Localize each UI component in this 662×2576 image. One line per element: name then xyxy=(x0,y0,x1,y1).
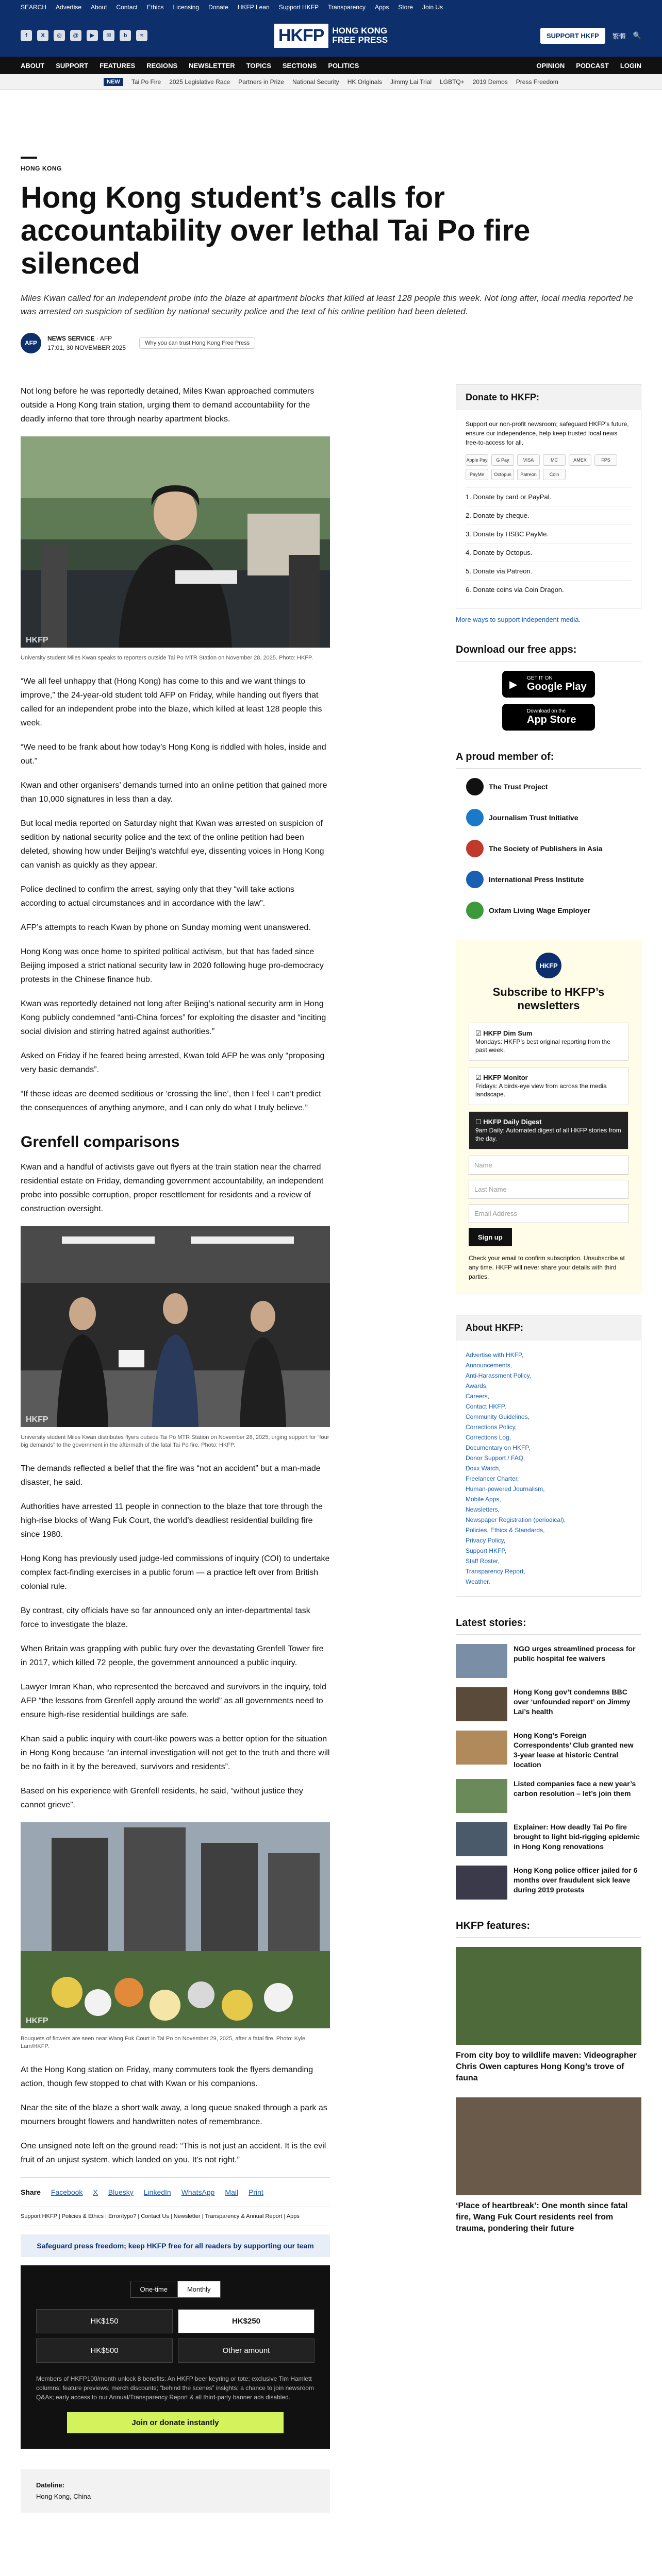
about-box xyxy=(456,1315,641,1597)
paragraph: Hong Kong has previously used judge-led commissions of inquiry (COI) to undertake complex fact-finding exercises in a public forum — a practice left over from British colonial rule. xyxy=(21,1554,330,1591)
latest-story[interactable]: Explainer: How deadly Tai Po fire brought to light bid-rigging epidemic in Hong Kong renovations xyxy=(456,1822,641,1856)
latest-story[interactable]: NGO urges streamlined process for public hospital fee waivers xyxy=(456,1644,641,1678)
share-mail[interactable]: Mail xyxy=(225,2188,238,2196)
member-title: A proud member of: xyxy=(456,751,641,769)
octopus-icon: Octopus xyxy=(491,469,514,480)
paragraph: Lawyer Imran Khan, who represented the bereaved and survivors in the inquiry, told AFP “the lessons from Grenfell apply around the world” as all governments need to ensure high-rise residential buildings are safe. xyxy=(21,1683,326,1719)
about-link[interactable]: Policies, Ethics & Standards, xyxy=(466,1527,545,1534)
about-link[interactable]: Corrections Log, xyxy=(466,1434,511,1441)
about-link[interactable]: Newsletters, xyxy=(466,1506,500,1513)
about-link[interactable]: Transparency Report, xyxy=(466,1568,525,1575)
about-link[interactable]: Community Guidelines, xyxy=(466,1413,530,1420)
donate-widget xyxy=(21,2265,330,2449)
newsletter-option[interactable]: ☑ HKFP Monitor Fridays: A birds-eye view from across the media landscape. xyxy=(469,1067,628,1105)
ipi-icon xyxy=(466,871,484,888)
photo-caption: Bouquets of flowers are seen near Wang Fuk Court in Tai Po on November 29, 2025, after a fatal fire. Photo: Kyle Lam/HKFP. xyxy=(21,2036,306,2049)
app-store-badge[interactable]: Download on the App Store xyxy=(502,704,595,731)
email-field[interactable]: Email Address xyxy=(469,1204,628,1223)
paragraph: The demands reflected a belief that the fire was “not an accident” but a man-made disaster, he said. xyxy=(21,1464,321,1487)
x-icon[interactable]: X xyxy=(37,30,48,41)
paragraph: AFP’s attempts to reach Kwan by phone on Sunday morning went unanswered. xyxy=(21,923,311,932)
about-title: About HKFP: xyxy=(456,1315,641,1341)
kicker-rule xyxy=(21,157,37,159)
trending-link[interactable]: Partners in Prize xyxy=(238,78,284,86)
nav-opinion[interactable]: OPINION xyxy=(536,61,565,70)
topbar-link[interactable]: Apps xyxy=(374,4,389,11)
language-switch[interactable]: 繁體 xyxy=(612,32,626,40)
paragraph: “If these ideas are deemed seditious or ‘crossing the line’, then I feel I can’t predict the consequences of anything anymore, and I can only do what I truly believe.” xyxy=(21,1090,321,1112)
topbar-link[interactable]: Contact xyxy=(116,4,138,11)
topbar-link[interactable]: Donate xyxy=(208,4,228,11)
about-link[interactable]: Careers, xyxy=(466,1393,490,1400)
nav-sections[interactable]: SECTIONS xyxy=(282,61,317,70)
paragraph: At the Hong Kong station on Friday, many commuters took the flyers demanding action, though few stopped to chat with Kwan or his companions. xyxy=(21,2065,313,2088)
photo-student-reporters xyxy=(21,436,330,648)
author-name[interactable]: NEWS SERVICE xyxy=(47,335,95,342)
topbar-link[interactable]: Transparency xyxy=(328,4,366,11)
article-photo xyxy=(21,1226,330,1430)
about-link[interactable]: Corrections Policy, xyxy=(466,1423,517,1431)
dateline-label: Dateline: xyxy=(36,2481,64,2489)
site-logo[interactable] xyxy=(274,24,388,48)
about-link[interactable]: Freelancer Charter, xyxy=(466,1475,519,1482)
apple-icon xyxy=(509,711,522,723)
trending-link[interactable]: Tai Po Fire xyxy=(131,78,161,86)
trending-link[interactable]: 2025 Legislative Race xyxy=(169,78,230,86)
apps-title: Download our free apps: xyxy=(456,644,641,662)
about-link[interactable]: Privacy Policy, xyxy=(466,1537,506,1544)
amount-other[interactable]: Other amount xyxy=(178,2338,315,2363)
member-logo[interactable]: The Society of Publishers in Asia xyxy=(466,840,641,857)
nav-features[interactable]: FEATURES xyxy=(100,61,136,70)
share-whatsapp[interactable]: WhatsApp xyxy=(181,2188,215,2196)
member-logo[interactable]: The Trust Project xyxy=(466,778,641,795)
nav-login[interactable]: LOGIN xyxy=(620,61,641,70)
topbar-link[interactable]: Support HKFP xyxy=(278,4,319,11)
sidebar xyxy=(456,384,641,2513)
donate-text[interactable]: Support our non-profit newsroom; safeguard HKFP’s future, ensure our independence, help keep trusted local news free-to-access for all. xyxy=(466,420,629,446)
trust-project-icon xyxy=(466,778,484,795)
paragraph: One unsigned note left on the ground read: “This is not just an accident. It is the evil fruit of an unjust system, which landed on you. It’s not right.” xyxy=(21,2142,326,2164)
donate-box xyxy=(456,384,641,608)
latest-story[interactable]: Hong Kong gov’t condemns BBC over ‘unfounded report’ on Jimmy Lai’s health xyxy=(456,1687,641,1721)
coin-icon: Coin xyxy=(543,469,566,480)
latest-story[interactable]: Hong Kong police officer jailed for 6 months over fraudulent sick leave during 2019 protests xyxy=(456,1866,641,1900)
visa-icon: VISA xyxy=(517,454,540,466)
logo-mark: HKFP xyxy=(274,24,328,48)
amount-option[interactable]: HK$500 xyxy=(36,2338,173,2363)
member-logo[interactable]: Journalism Trust Initiative xyxy=(466,809,641,826)
payment-logos xyxy=(466,454,632,480)
latest-title: Latest stories: xyxy=(456,1617,641,1635)
article-header xyxy=(21,90,641,353)
top-utility-bar xyxy=(0,0,662,14)
trending-link[interactable]: Jimmy Lai Trial xyxy=(390,78,432,86)
feature-story[interactable]: From city boy to wildlife maven: Videographer Chris Owen captures Hong Kong’s trove of fauna xyxy=(456,1947,641,2084)
jti-icon xyxy=(466,809,484,826)
topbar-link[interactable]: Licensing xyxy=(173,4,200,11)
newsletter-box xyxy=(456,940,641,1294)
paragraph: Based on his experience with Grenfell residents, he said, “without justice they cannot grieve”. xyxy=(21,1787,303,1809)
share-label: Share xyxy=(21,2188,41,2196)
paragraph: But local media reported on Saturday night that Kwan was arrested on suspicion of sedition by national security police and the text of the online petition had been deleted, showing how under Beijing’s watchful eye, dissenting voices in Hong Kong can vanish as quickly as they appear. xyxy=(21,819,324,870)
paragraph: Kwan was reportedly detained not long after Beijing’s national security arm in Hong Kong publicly condemned “anti-China forces” for exploiting the disaster and “inciting social division and stirring hatred against authorities.” xyxy=(21,999,326,1036)
fps-icon: FPS xyxy=(594,454,617,466)
google-pay-icon: G Pay xyxy=(491,454,514,466)
paragraph: Police declined to confirm the arrest, saying only that they “will take actions according to actual circumstances and in accordance with the law”. xyxy=(21,885,294,908)
nav-topics[interactable]: TOPICS xyxy=(246,61,271,70)
paragraph: Kwan and other organisers’ demands turned into an online petition that gained more than 10,000 signatures in less than a day. xyxy=(21,781,327,804)
nav-support[interactable]: SUPPORT xyxy=(56,61,89,70)
donate-option[interactable]: 1. Donate by card or PayPal. xyxy=(466,487,632,506)
logo-text: HONG KONG FREE PRESS xyxy=(332,26,388,45)
donate-option[interactable]: 5. Donate via Patreon. xyxy=(466,562,632,580)
share-bluesky[interactable]: Bluesky xyxy=(108,2188,134,2196)
paragraph: Asked on Friday if he feared being arrested, Kwan told AFP he was only “proposing very basic demands”. xyxy=(21,1052,325,1074)
facebook-icon[interactable]: f xyxy=(21,30,32,41)
share-print[interactable]: Print xyxy=(248,2188,263,2196)
features-title: HKFP features: xyxy=(456,1920,641,1938)
amex-icon: AMEX xyxy=(569,454,591,466)
support-button[interactable]: SUPPORT HKFP xyxy=(540,28,605,44)
trending-bar xyxy=(0,74,662,90)
payme-icon: PayMe xyxy=(466,469,488,480)
article-subtitle: Miles Kwan called for an independent probe into the blaze at apartment blocks that killed at least 128 people this week. Not long after, local media reported he was arrested on suspicion of sedition by national security police and the text of his online petition had been deleted. xyxy=(21,293,633,316)
article-footer-links[interactable]: Support HKFP | Policies & Ethics | Error/typo? | Contact Us | Newsletter | Transparency & Annual Report | Apps xyxy=(21,2207,330,2226)
about-link[interactable]: Awards, xyxy=(466,1382,488,1389)
monthly-toggle[interactable]: Monthly xyxy=(177,2281,221,2298)
amount-option-selected[interactable]: HK$250 xyxy=(178,2309,315,2333)
signup-button[interactable]: Sign up xyxy=(469,1228,512,1246)
paragraph: “We all feel unhappy that (Hong Kong) has come to this and we want things to improve,” the 24-year-old student told AFP on Friday, while handing out flyers that called for an independent probe into the blaze, which killed at least 128 people this week. xyxy=(21,677,322,727)
newsletter-logo: HKFP xyxy=(536,953,561,978)
photo-caption: University student Miles Kwan distributes flyers outside Tai Po MTR Station on November 28, 2025, urging support for “four big demands” to the government in the aftermath of the fatal Tai Po fire. Photo: HKFP. xyxy=(21,1434,329,1448)
topbar-link[interactable]: Store xyxy=(398,4,413,11)
trust-google-pill[interactable]: Why you can trust Hong Kong Free Press xyxy=(139,337,255,349)
about-link[interactable]: Documentary on HKFP, xyxy=(466,1444,531,1451)
dateline xyxy=(21,2469,330,2513)
about-link[interactable]: Weather. xyxy=(466,1578,490,1585)
last-name-field[interactable]: Last Name xyxy=(469,1180,628,1199)
nav-about[interactable]: ABOUT xyxy=(21,61,45,70)
article-body xyxy=(21,384,330,2513)
mastercard-icon: MC xyxy=(543,454,566,466)
youtube-icon[interactable]: ▶ xyxy=(87,30,98,41)
paragraph: “We need to be frank about how today’s Hong Kong is riddled with holes, inside and out.” xyxy=(21,743,326,766)
social-links xyxy=(21,30,147,41)
patreon-icon: Patreon xyxy=(517,469,540,480)
about-link[interactable]: Staff Roster, xyxy=(466,1557,500,1565)
trending-link[interactable]: Press Freedom xyxy=(516,78,558,86)
article-photo xyxy=(21,436,330,650)
author-avatar[interactable]: AFP xyxy=(21,333,41,353)
instagram-icon[interactable]: ◎ xyxy=(54,30,65,41)
latest-story[interactable]: Hong Kong’s Foreign Correspondents’ Club granted new 3-year lease at historic Central location xyxy=(456,1731,641,1770)
photo-caption: University student Miles Kwan speaks to reporters outside Tai Po MTR Station on November 28, 2025. Photo: HKFP. xyxy=(21,655,313,661)
main-nav xyxy=(0,57,662,74)
donate-strip[interactable]: Safeguard press freedom; keep HKFP free for all readers by supporting our team xyxy=(21,2234,330,2257)
member-logo[interactable]: International Press Institute xyxy=(466,871,641,888)
share-facebook[interactable]: Facebook xyxy=(51,2188,83,2196)
topbar-search[interactable]: SEARCH xyxy=(21,4,47,11)
rss-icon[interactable]: ≈ xyxy=(136,30,147,41)
donate-option[interactable]: 6. Donate coins via Coin Dragon. xyxy=(466,580,632,599)
about-link[interactable]: Contact HKFP, xyxy=(466,1403,506,1410)
dateline-value: Hong Kong, China xyxy=(36,2493,91,2500)
donate-title: Donate to HKFP: xyxy=(456,385,641,410)
join-donate-button[interactable]: Join or donate instantly xyxy=(67,2412,284,2433)
apple-pay-icon: Apple Pay xyxy=(466,454,488,466)
paragraph: Not long before he was reportedly detained, Miles Kwan approached commuters outside a Hong Kong train station, urging them to demand accountability for the deadly inferno that tore through nearby apartment blocks. xyxy=(21,387,315,423)
brand-header xyxy=(0,14,662,57)
nav-regions[interactable]: REGIONS xyxy=(146,61,178,70)
search-icon[interactable]: 🔍 xyxy=(633,31,641,39)
newsletter-option[interactable]: ☑ HKFP Dim Sum Mondays: HKFP’s best original reporting from the past week. xyxy=(469,1023,628,1061)
member-logo[interactable]: Oxfam Living Wage Employer xyxy=(466,902,641,919)
about-link[interactable]: Newspaper Registration (periodical), xyxy=(466,1516,566,1523)
share-linkedin[interactable]: LinkedIn xyxy=(143,2188,171,2196)
topbar-link[interactable]: Ethics xyxy=(146,4,164,11)
share-bar xyxy=(21,2177,330,2207)
topbar-link[interactable]: Join Us xyxy=(422,4,443,11)
new-badge: NEW xyxy=(104,78,123,86)
trending-link[interactable]: 2019 Demos xyxy=(472,78,508,86)
about-link[interactable]: Mobile Apps, xyxy=(466,1496,501,1503)
about-link[interactable]: Advertise with HKFP, xyxy=(466,1351,523,1359)
google-play-badge[interactable]: ▶ GET IT ON Google Play xyxy=(502,671,595,698)
donate-option[interactable]: 4. Donate by Octopus. xyxy=(466,543,632,562)
latest-story[interactable]: Listed companies face a new year’s carbon resolution – let’s join them xyxy=(456,1779,641,1813)
paragraph: Kwan and a handful of activists gave out flyers at the train station near the charred residential estate on Friday, demanding government accountability, an independent probe into possible corruption, proper resettlement for residents and a review of construction oversight. xyxy=(21,1163,324,1213)
newsletter-option[interactable]: ☐ HKFP Daily Digest 9am Daily: Automated digest of all HKFP stories from the day. xyxy=(469,1111,628,1149)
newsletter-note: Check your email to confirm subscription. Unsubscribe at any time. HKFP will never share your details with third parties. xyxy=(469,1255,625,1280)
newsletter-title: Subscribe to HKFP’s newsletters xyxy=(492,986,605,1012)
photo-watermark: HKFP xyxy=(26,636,48,645)
photo-watermark: HKFP xyxy=(26,2016,48,2025)
name-field[interactable]: Name xyxy=(469,1156,628,1175)
nav-podcast[interactable]: PODCAST xyxy=(576,61,609,70)
trending-link[interactable]: LGBTQ+ xyxy=(440,78,465,86)
photo-flyers-station xyxy=(21,1226,330,1427)
amount-option[interactable]: HK$150 xyxy=(36,2309,173,2333)
threads-icon[interactable]: @ xyxy=(70,30,81,41)
photo-flowers-wang-fuk-court xyxy=(21,1822,330,2028)
paragraph: By contrast, city officials have so far announced only an inter-departmental task force to investigate the blaze. xyxy=(21,1606,310,1629)
section-heading: Grenfell comparisons xyxy=(21,1133,180,1150)
donate-option[interactable]: 3. Donate by HSBC PayMe. xyxy=(466,524,632,543)
agency-name: AFP xyxy=(100,335,112,342)
byline: AFP NEWS SERVICE · AFP 17:01, 30 NOVEMBER 2025 Why you can trust Hong Kong Free Press xyxy=(21,333,641,353)
paragraph: Near the site of the blaze a short walk away, a long queue snaked through a park as mourners brought flowers and handwritten notes of remembrance. xyxy=(21,2104,327,2126)
article-kicker[interactable]: HONG KONG xyxy=(21,165,62,172)
trending-link[interactable]: HK Originals xyxy=(347,78,383,86)
article-title: Hong Kong student’s calls for accountability over lethal Tai Po fire silenced xyxy=(21,181,531,280)
article-photo xyxy=(21,1822,330,2031)
google-play-icon: ▶ xyxy=(509,679,518,690)
paragraph: Authorities have arrested 11 people in connection to the blaze that tore through the high-rise blocks of Wang Fuk Court, the world’s deadliest residential building fire since 1980. xyxy=(21,1502,323,1539)
photo-watermark: HKFP xyxy=(26,1415,48,1424)
oxfam-icon xyxy=(466,902,484,919)
publish-date: 17:01, 30 NOVEMBER 2025 xyxy=(47,344,126,351)
donate-benefits: Members of HKFP100/month unlock 8 benefits: An HKFP beer keyring or tote; exclusive Tim Hamlett columns; feature previews; merch discounts; “behind the scenes” insights; a chance to join newsroom Q&As; early access to our Annual/Transparency Report & all third-party banner ads disabled. xyxy=(36,2375,314,2401)
sopa-icon xyxy=(466,840,484,857)
topbar-link[interactable]: HKFP Lean xyxy=(237,4,270,11)
nav-newsletter[interactable]: NEWSLETTER xyxy=(189,61,235,70)
bluesky-icon[interactable]: b xyxy=(120,30,131,41)
topbar-link[interactable]: Advertise xyxy=(56,4,82,11)
about-link[interactable]: Announcements, xyxy=(466,1362,512,1369)
more-ways-link[interactable]: More ways to support independent media. xyxy=(456,616,581,623)
about-link[interactable]: Donor Support / FAQ, xyxy=(466,1454,525,1462)
feature-story[interactable]: ‘Place of heartbreak’: One month since fatal fire, Wang Fuk Court residents reel from trauma, pondering their future xyxy=(456,2097,641,2234)
share-x[interactable]: X xyxy=(93,2188,98,2196)
trending-link[interactable]: National Security xyxy=(292,78,339,86)
about-link[interactable]: Human-powered Journalism, xyxy=(466,1485,545,1493)
about-link[interactable]: Anti-Harassment Policy, xyxy=(466,1372,532,1379)
nav-politics[interactable]: POLITICS xyxy=(328,61,359,70)
about-link[interactable]: Doxx Watch, xyxy=(466,1465,501,1472)
mail-icon[interactable]: ✉ xyxy=(103,30,114,41)
one-time-toggle[interactable]: One-time xyxy=(130,2281,177,2298)
topbar-link[interactable]: About xyxy=(91,4,107,11)
donate-option[interactable]: 2. Donate by cheque. xyxy=(466,506,632,524)
paragraph: When Britain was grappling with public fury over the devastating Grenfell Tower fire in 2017, which killed 72 people, the government announced a public inquiry. xyxy=(21,1645,324,1667)
about-link[interactable]: Support HKFP, xyxy=(466,1547,507,1554)
paragraph: Khan said a public inquiry with court-like powers was a better option for the situation in Hong Kong because “an internal investigation will not get to the truth and there will be no faith in it by the bereaved, survivors and residents”. xyxy=(21,1735,330,1771)
paragraph: Hong Kong was once home to spirited political activism, but that has faded since Beijing imposed a strict national security law in 2020 following huge pro-democracy protests in the Chinese finance hub. xyxy=(21,947,324,984)
